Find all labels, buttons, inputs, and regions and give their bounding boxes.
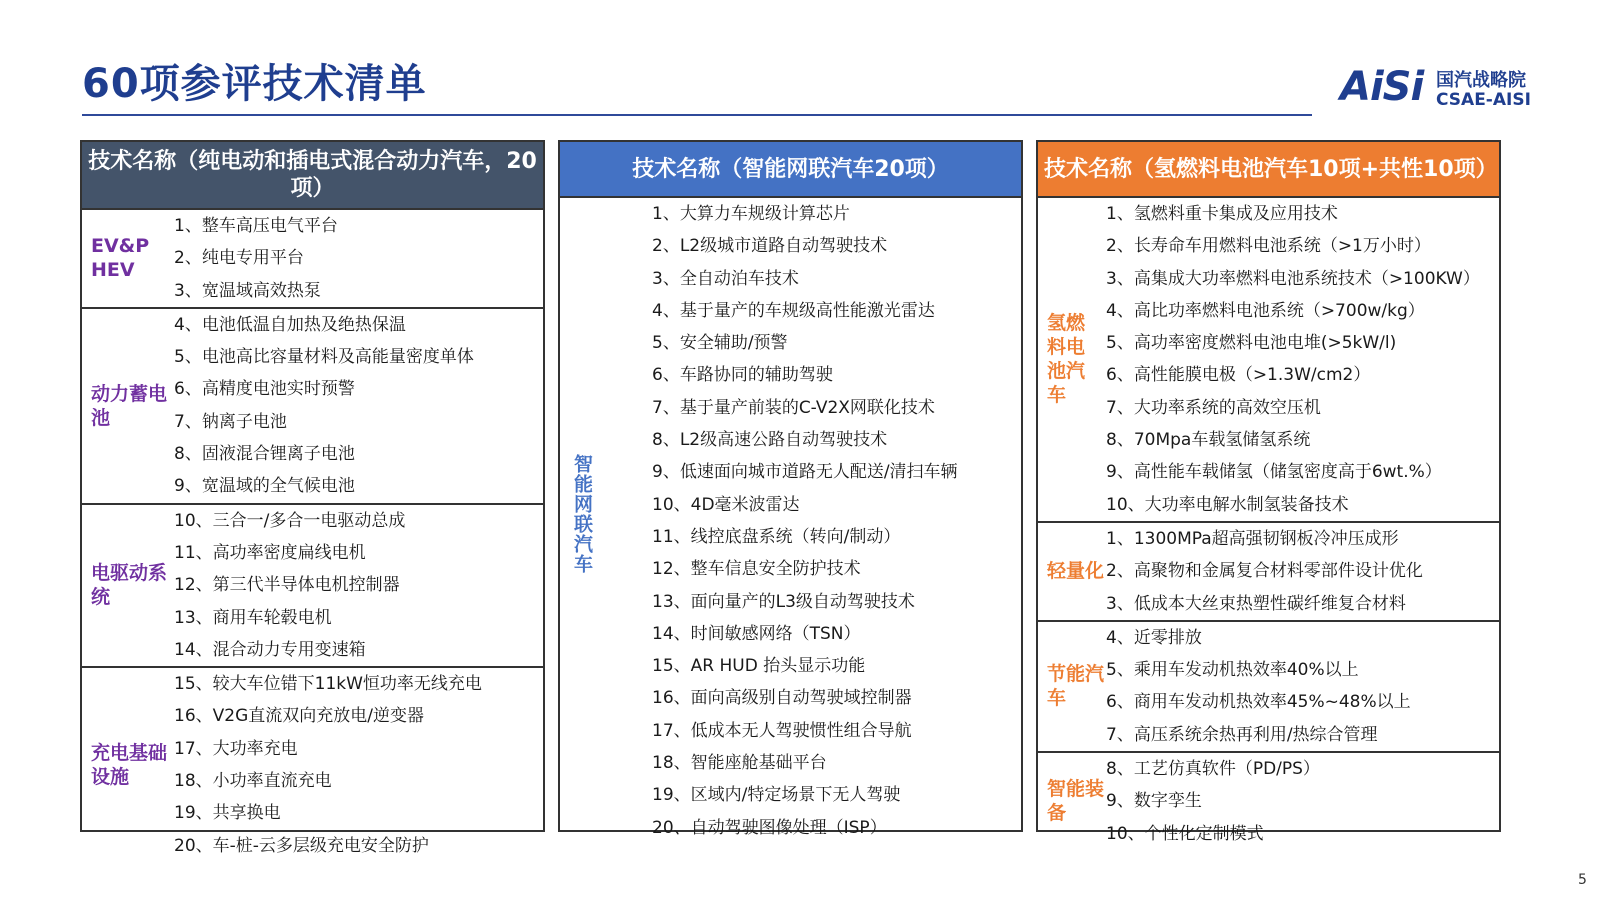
list-item: 7、钠离子电池: [174, 411, 287, 432]
group-label: 智能网联汽车: [571, 454, 593, 574]
list-item: 4、高比功率燃料电池系统（>700w/kg）: [1106, 300, 1425, 321]
logo: [1340, 64, 1550, 114]
group-label: 节能汽车: [1047, 663, 1105, 710]
page-number: 5: [1578, 872, 1587, 888]
group-battery: [82, 307, 543, 503]
list-item: 1、氢燃料重卡集成及应用技术: [1106, 204, 1338, 224]
panel-header: 技术名称（纯电动和插电式混合动力汽车，20项）: [82, 142, 543, 208]
list-item: 9、高性能车载储氢（储氢密度高于6wt.%）: [1106, 462, 1442, 483]
list-item: 10、4D毫米波雷达: [652, 494, 800, 515]
list-item: 18、小功率直流充电: [174, 771, 332, 792]
list-item: 19、共享换电: [174, 803, 281, 824]
list-item: 4、电池低温自加热及绝热保温: [174, 314, 406, 335]
list-item: 3、全自动泊车技术: [652, 268, 799, 289]
list-item: 2、纯电专用平台: [174, 248, 304, 269]
group-smart-equipment: [1038, 751, 1499, 850]
list-item: 14、混合动力专用变速箱: [174, 639, 366, 660]
list-item: 2、高聚物和金属复合材料零部件设计优化: [1106, 561, 1423, 582]
list-item: 7、基于量产前装的C-V2X网联化技术: [652, 397, 935, 418]
list-item: 20、自动驾驶图像处理（ISP）: [652, 817, 887, 838]
group-charging: [82, 666, 543, 862]
list-item: 3、高集成大功率燃料电池系统技术（>100KW）: [1106, 268, 1480, 289]
list-item: 5、电池高比容量材料及高能量密度单体: [174, 347, 474, 368]
list-item: 4、基于量产的车规级高性能激光雷达: [652, 300, 935, 321]
group-label: 智能装备: [1047, 778, 1105, 825]
list-item: 16、V2G直流双向充放电/逆变器: [174, 706, 424, 727]
list-item: 8、70Mpa车载氢储氢系统: [1106, 430, 1311, 451]
list-item: 10、大功率电解水制氢装备技术: [1106, 494, 1349, 515]
panel-fuel-cell: [1036, 140, 1501, 844]
group-evphev: [82, 208, 543, 307]
group-e-drive: [82, 503, 543, 666]
list-item: 13、面向量产的L3级自动驾驶技术: [652, 591, 915, 612]
panel-ev-phev: [80, 140, 545, 856]
list-item: 9、数字孪生: [1106, 791, 1202, 812]
group-label: 轻量化: [1047, 560, 1105, 583]
list-item: 1、整车高压电气平台: [174, 216, 338, 236]
list-item: 3、宽温域高效热泵: [174, 280, 321, 301]
page-title: 60项参评技术清单: [82, 61, 427, 107]
list-item: 1、1300MPa超高强韧钢板冷冲压成形: [1106, 528, 1399, 549]
group-label: 电驱动系统: [91, 562, 168, 609]
list-item: 18、智能座舱基础平台: [652, 753, 827, 774]
list-item: 7、高压系统余热再利用/热综合管理: [1106, 724, 1378, 745]
list-item: 5、安全辅助/预警: [652, 333, 788, 354]
list-item: 6、商用车发动机热效率45%~48%以上: [1106, 692, 1411, 713]
list-item: 11、线控底盘系统（转向/制动）: [652, 526, 901, 547]
list-item: 1、大算力车规级计算芯片: [652, 204, 850, 224]
logo-english-name: CSAE-AISI: [1436, 90, 1531, 110]
group-lightweight: [1038, 521, 1499, 620]
list-item: 20、车-桩-云多层级充电安全防护: [174, 835, 429, 856]
title-underline: [82, 114, 1312, 116]
list-item: 9、低速面向城市道路无人配送/清扫车辆: [652, 462, 958, 483]
list-item: 6、高精度电池实时预警: [174, 379, 355, 400]
list-item: 7、大功率系统的高效空压机: [1106, 397, 1321, 418]
list-item: 12、第三代半导体电机控制器: [174, 575, 400, 596]
logo-mark-text: AiSi: [1340, 64, 1424, 110]
list-item: 16、面向高级别自动驾驶域控制器: [652, 688, 912, 709]
list-item: 2、长寿命车用燃料电池系统（>1万小时）: [1106, 236, 1431, 257]
list-item: 9、宽温域的全气候电池: [174, 476, 355, 497]
panel-header: 技术名称（氢燃料电池汽车10项+共性10项）: [1038, 142, 1499, 196]
group-fuel-cell: [1038, 196, 1499, 521]
group-label: EV&P HEV: [91, 235, 150, 282]
list-item: 17、低成本无人驾驶惯性组合导航: [652, 720, 912, 741]
list-item: 10、个性化定制模式: [1106, 823, 1264, 844]
list-item: 13、商用车轮毂电机: [174, 607, 332, 628]
list-item: 12、整车信息安全防护技术: [652, 559, 861, 580]
logo-chinese-name: 国汽战略院: [1436, 70, 1526, 91]
list-item: 19、区域内/特定场景下无人驾驶: [652, 785, 901, 806]
list-item: 17、大功率充电: [174, 738, 298, 759]
list-item: 8、工艺仿真软件（PD/PS）: [1106, 759, 1320, 780]
list-item: 3、低成本大丝束热塑性碳纤维复合材料: [1106, 593, 1406, 614]
list-item: 10、三合一/多合一电驱动总成: [174, 510, 406, 531]
list-item: 15、AR HUD 抬头显示功能: [652, 656, 866, 677]
list-item: 2、L2级城市道路自动驾驶技术: [652, 236, 888, 257]
list-item: 4、近零排放: [1106, 627, 1202, 648]
list-item: 14、时间敏感网络（TSN）: [652, 623, 861, 644]
group-label: 氢燃料电池汽车: [1047, 312, 1086, 407]
panel-header: 技术名称（智能网联汽车20项）: [560, 142, 1021, 196]
group-label: 动力蓄电池: [91, 382, 168, 429]
list-item: 5、高功率密度燃料电池电堆(>5kW/l): [1106, 333, 1397, 354]
list-item: 6、高性能膜电极（>1.3W/cm2）: [1106, 365, 1371, 386]
list-item: 6、车路协同的辅助驾驶: [652, 365, 833, 386]
list-item: 8、L2级高速公路自动驾驶技术: [652, 430, 888, 451]
aisi-logo-mark: [1340, 64, 1423, 110]
list-item: 8、固液混合锂离子电池: [174, 444, 355, 465]
list-item: 15、较大车位错下11kW恒功率无线充电: [174, 674, 482, 695]
group-icv: [560, 196, 1021, 838]
list-item: 11、高功率密度扁线电机: [174, 542, 366, 563]
group-label: 充电基础设施: [91, 742, 168, 789]
list-item: 5、乘用车发动机热效率40%以上: [1106, 660, 1359, 681]
panel-icv: [558, 140, 1023, 838]
group-energy-saving: [1038, 620, 1499, 751]
